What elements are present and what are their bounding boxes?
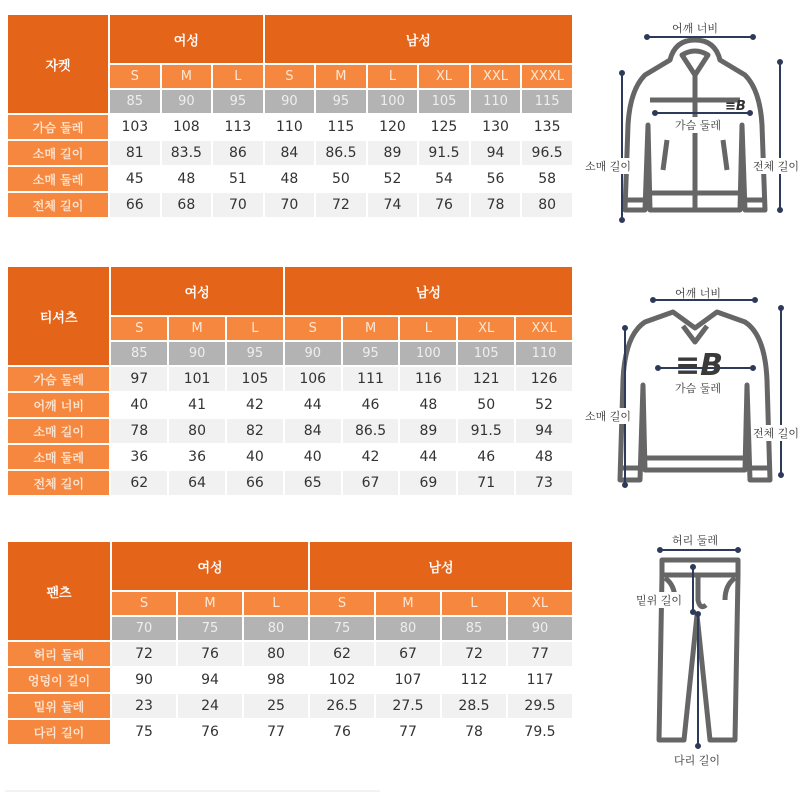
size-number: 90 — [265, 90, 314, 113]
row-label: 소매 둘레 — [8, 445, 109, 469]
cell: 67 — [376, 642, 440, 666]
size-label: M — [343, 317, 399, 340]
size-number: 105 — [419, 90, 469, 113]
size-label: S — [310, 592, 374, 615]
cell: 69 — [400, 471, 456, 495]
size-label: XL — [508, 592, 572, 615]
size-number: 90 — [169, 342, 225, 365]
cell: 62 — [310, 642, 374, 666]
cell: 84 — [285, 419, 341, 443]
size-number: 80 — [244, 617, 308, 640]
cell: 77 — [508, 642, 572, 666]
cell: 121 — [458, 367, 514, 391]
diagram-label-total: 전체 길이 — [753, 427, 800, 440]
size-number: 80 — [376, 617, 440, 640]
cell: 111 — [343, 367, 399, 391]
diagram-label-shoulder: 어깨 너비 — [675, 287, 722, 300]
size-number: 115 — [522, 90, 572, 113]
cell: 86.5 — [316, 141, 366, 165]
cell: 115 — [316, 115, 366, 139]
size-label: XXXL — [522, 65, 572, 88]
cell: 45 — [110, 167, 159, 191]
cell: 89 — [368, 141, 417, 165]
cell: 77 — [244, 720, 308, 744]
cell: 106 — [285, 367, 341, 391]
cell: 68 — [162, 193, 212, 217]
cell: 54 — [419, 167, 469, 191]
pants-women-header: 여성 — [112, 542, 308, 590]
cell: 70 — [265, 193, 314, 217]
pants-title: 팬츠 — [8, 542, 110, 640]
size-label: M — [316, 65, 366, 88]
cell: 91.5 — [458, 419, 514, 443]
size-label: XL — [458, 317, 514, 340]
cell: 72 — [316, 193, 366, 217]
row-label: 다리 길이 — [8, 720, 110, 744]
cell: 78 — [442, 720, 506, 744]
diagram-label-rise: 밑위 길이 — [636, 594, 683, 607]
jacket-women-header: 여성 — [110, 15, 263, 63]
table-row — [8, 471, 572, 495]
jacket-title: 자켓 — [8, 15, 108, 113]
table-row — [8, 141, 572, 165]
cell: 58 — [522, 167, 572, 191]
row-label: 가슴 둘레 — [8, 115, 108, 139]
cell: 50 — [458, 393, 514, 417]
size-label: M — [162, 65, 212, 88]
size-number: 85 — [110, 90, 159, 113]
size-number: 90 — [508, 617, 572, 640]
cell: 73 — [516, 471, 572, 495]
cell: 80 — [522, 193, 572, 217]
size-number: 90 — [285, 342, 341, 365]
cell: 40 — [285, 445, 341, 469]
cell: 64 — [169, 471, 225, 495]
cell: 101 — [169, 367, 225, 391]
size-number: 95 — [316, 90, 366, 113]
cell: 51 — [213, 167, 262, 191]
cell: 107 — [376, 668, 440, 692]
size-label: XXL — [516, 317, 572, 340]
cell: 102 — [310, 668, 374, 692]
size-number: 110 — [516, 342, 572, 365]
cell: 82 — [227, 419, 283, 443]
cell: 42 — [227, 393, 283, 417]
jacket-diagram — [585, 15, 800, 230]
size-label: XXL — [471, 65, 520, 88]
cell: 83.5 — [162, 141, 212, 165]
cell: 66 — [110, 193, 159, 217]
size-number: 95 — [343, 342, 399, 365]
row-label: 엉덩이 길이 — [8, 668, 110, 692]
cell: 52 — [516, 393, 572, 417]
cell: 27.5 — [376, 694, 440, 718]
cell: 76 — [310, 720, 374, 744]
size-number: 105 — [458, 342, 514, 365]
diagram-label-sleeve: 소매 길이 — [585, 410, 632, 423]
cell: 24 — [178, 694, 242, 718]
diagram-label-chest: 가슴 둘레 — [675, 382, 722, 395]
tshirt-diagram — [585, 280, 800, 495]
size-label: L — [400, 317, 456, 340]
cell: 76 — [178, 720, 242, 744]
table-row — [8, 720, 572, 744]
diagram-label-total: 전체 길이 — [753, 160, 800, 173]
row-label: 전체 길이 — [8, 193, 108, 217]
cell: 91.5 — [419, 141, 469, 165]
cell: 40 — [227, 445, 283, 469]
cell: 48 — [265, 167, 314, 191]
diagram-label-sleeve: 소매 길이 — [585, 160, 632, 173]
cell: 126 — [516, 367, 572, 391]
brand-logo-icon: ≡B — [725, 99, 746, 114]
cell: 94 — [516, 419, 572, 443]
table-row — [8, 694, 572, 718]
row-label: 소매 길이 — [8, 141, 108, 165]
pants-illustration-icon — [620, 530, 770, 775]
row-label: 가슴 둘레 — [8, 367, 109, 391]
size-number: 90 — [162, 90, 212, 113]
diagram-label-chest: 가슴 둘레 — [675, 119, 722, 132]
size-label: S — [285, 317, 341, 340]
cell: 80 — [169, 419, 225, 443]
row-label: 어깨 너비 — [8, 393, 109, 417]
cell: 70 — [213, 193, 262, 217]
size-number: 75 — [310, 617, 374, 640]
size-label: S — [110, 65, 159, 88]
jacket-size-table — [6, 13, 574, 219]
cell: 46 — [343, 393, 399, 417]
pants-size-table — [6, 540, 574, 746]
row-label: 밑위 둘레 — [8, 694, 110, 718]
table-row — [8, 642, 572, 666]
cell: 110 — [265, 115, 314, 139]
cell: 40 — [111, 393, 167, 417]
cell: 48 — [400, 393, 456, 417]
size-label: S — [112, 592, 176, 615]
row-label: 허리 둘레 — [8, 642, 110, 666]
cell: 90 — [112, 668, 176, 692]
cell: 71 — [458, 471, 514, 495]
tshirt-title: 티셔츠 — [8, 267, 109, 365]
cell: 28.5 — [442, 694, 506, 718]
cell: 46 — [458, 445, 514, 469]
table-row — [8, 668, 572, 692]
cell: 36 — [111, 445, 167, 469]
cell: 103 — [110, 115, 159, 139]
row-label: 전체 길이 — [8, 471, 109, 495]
cell: 80 — [244, 642, 308, 666]
cell: 120 — [368, 115, 417, 139]
cell: 112 — [442, 668, 506, 692]
cell: 77 — [376, 720, 440, 744]
size-number: 100 — [400, 342, 456, 365]
cell: 81 — [110, 141, 159, 165]
tshirt-women-header: 여성 — [111, 267, 282, 315]
table-row — [8, 115, 572, 139]
jacket-men-header: 남성 — [265, 15, 572, 63]
cell: 76 — [419, 193, 469, 217]
cell: 94 — [178, 668, 242, 692]
row-label: 소매 둘레 — [8, 167, 108, 191]
cell: 79.5 — [508, 720, 572, 744]
pants-men-header: 남성 — [310, 542, 572, 590]
cell: 48 — [162, 167, 212, 191]
cell: 56 — [471, 167, 520, 191]
cell: 66 — [227, 471, 283, 495]
size-label: S — [265, 65, 314, 88]
cell: 94 — [471, 141, 520, 165]
cell: 96.5 — [522, 141, 572, 165]
size-label: L — [442, 592, 506, 615]
table-row — [8, 367, 572, 391]
cell: 97 — [111, 367, 167, 391]
cell: 52 — [368, 167, 417, 191]
cell: 48 — [516, 445, 572, 469]
size-label: M — [169, 317, 225, 340]
table-row — [8, 419, 572, 443]
brand-logo-icon: ≡B — [675, 348, 724, 383]
size-number: 95 — [213, 90, 262, 113]
cell: 42 — [343, 445, 399, 469]
cell: 44 — [285, 393, 341, 417]
cell: 76 — [178, 642, 242, 666]
size-label: L — [244, 592, 308, 615]
cell: 89 — [400, 419, 456, 443]
cell: 78 — [111, 419, 167, 443]
cell: 105 — [227, 367, 283, 391]
cell: 26.5 — [310, 694, 374, 718]
cell: 72 — [442, 642, 506, 666]
cell: 113 — [213, 115, 262, 139]
cell: 108 — [162, 115, 212, 139]
cell: 74 — [368, 193, 417, 217]
pants-diagram — [620, 530, 770, 775]
size-number: 100 — [368, 90, 417, 113]
table-row — [8, 445, 572, 469]
cell: 84 — [265, 141, 314, 165]
size-label: M — [376, 592, 440, 615]
cell: 44 — [400, 445, 456, 469]
table-row — [8, 393, 572, 417]
diagram-label-shoulder: 어깨 너비 — [672, 22, 719, 35]
size-label: M — [178, 592, 242, 615]
cell: 29.5 — [508, 694, 572, 718]
cell: 25 — [244, 694, 308, 718]
cell: 72 — [112, 642, 176, 666]
size-number: 110 — [471, 90, 520, 113]
diagram-label-waist: 허리 둘레 — [672, 534, 719, 547]
cell: 125 — [419, 115, 469, 139]
divider — [5, 790, 380, 792]
cell: 86 — [213, 141, 262, 165]
diagram-label-leg: 다리 길이 — [674, 754, 721, 767]
cell: 41 — [169, 393, 225, 417]
size-label: L — [227, 317, 283, 340]
cell: 65 — [285, 471, 341, 495]
size-number: 85 — [111, 342, 167, 365]
cell: 36 — [169, 445, 225, 469]
size-number: 70 — [112, 617, 176, 640]
table-row — [8, 193, 572, 217]
cell: 75 — [112, 720, 176, 744]
size-label: L — [213, 65, 262, 88]
tshirt-size-table — [6, 265, 574, 497]
size-label: XL — [419, 65, 469, 88]
cell: 117 — [508, 668, 572, 692]
row-label: 소매 길이 — [8, 419, 109, 443]
cell: 78 — [471, 193, 520, 217]
tshirt-men-header: 남성 — [285, 267, 572, 315]
cell: 67 — [343, 471, 399, 495]
table-row — [8, 167, 572, 191]
cell: 62 — [111, 471, 167, 495]
cell: 116 — [400, 367, 456, 391]
cell: 135 — [522, 115, 572, 139]
size-label: S — [111, 317, 167, 340]
cell: 50 — [316, 167, 366, 191]
size-number: 75 — [178, 617, 242, 640]
cell: 86.5 — [343, 419, 399, 443]
size-number: 95 — [227, 342, 283, 365]
cell: 23 — [112, 694, 176, 718]
size-number: 85 — [442, 617, 506, 640]
cell: 130 — [471, 115, 520, 139]
size-label: L — [368, 65, 417, 88]
cell: 98 — [244, 668, 308, 692]
